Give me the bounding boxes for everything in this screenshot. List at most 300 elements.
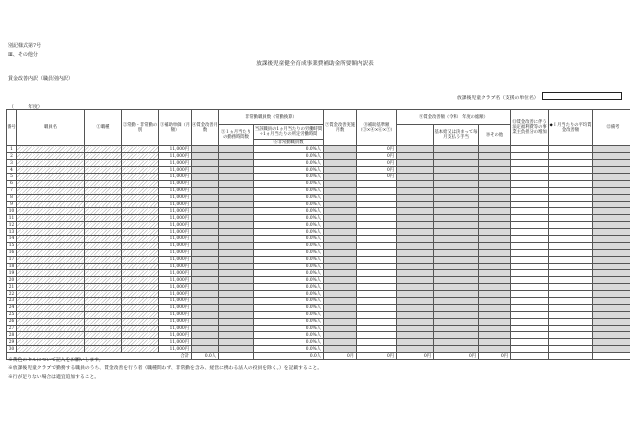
row-wage-blank[interactable]: [397, 180, 434, 187]
row-employer[interactable]: [511, 180, 549, 187]
row-wage-blank[interactable]: [397, 277, 434, 284]
row-type[interactable]: [122, 256, 159, 263]
row-wage-other[interactable]: [479, 325, 511, 332]
row-job[interactable]: [85, 173, 122, 180]
row-paid-months[interactable]: [324, 173, 357, 180]
row-employer[interactable]: [511, 249, 549, 256]
row-wage-other[interactable]: [479, 194, 511, 201]
row-wage-base[interactable]: [434, 194, 479, 201]
row-months[interactable]: [192, 291, 219, 298]
row-wage-blank[interactable]: [397, 229, 434, 236]
row-hours[interactable]: [219, 222, 254, 229]
row-remarks[interactable]: [593, 201, 630, 208]
row-name[interactable]: [17, 153, 85, 160]
row-wage-blank[interactable]: [397, 346, 434, 353]
row-wage-other[interactable]: [479, 339, 511, 346]
row-wage-blank[interactable]: [397, 311, 434, 318]
row-employer[interactable]: [511, 270, 549, 277]
row-job[interactable]: [85, 256, 122, 263]
row-base-monthly[interactable]: [549, 173, 593, 180]
row-name[interactable]: [17, 339, 85, 346]
row-name[interactable]: [17, 284, 85, 291]
row-type[interactable]: [122, 339, 159, 346]
row-months[interactable]: [192, 249, 219, 256]
row-base-monthly[interactable]: [549, 332, 593, 339]
row-name[interactable]: [17, 201, 85, 208]
row-employer[interactable]: [511, 215, 549, 222]
row-remarks[interactable]: [593, 180, 630, 187]
row-months[interactable]: [192, 339, 219, 346]
row-wage-other[interactable]: [479, 249, 511, 256]
row-wage-blank[interactable]: [397, 339, 434, 346]
row-job[interactable]: [85, 311, 122, 318]
row-wage-base[interactable]: [434, 339, 479, 346]
row-type[interactable]: [122, 263, 159, 270]
row-employer[interactable]: [511, 339, 549, 346]
row-employer[interactable]: [511, 325, 549, 332]
row-employer[interactable]: [511, 229, 549, 236]
row-hours[interactable]: [219, 284, 254, 291]
row-job[interactable]: [85, 277, 122, 284]
row-hours[interactable]: [219, 180, 254, 187]
row-wage-base[interactable]: [434, 160, 479, 167]
row-wage-other[interactable]: [479, 180, 511, 187]
row-name[interactable]: [17, 173, 85, 180]
row-wage-base[interactable]: [434, 235, 479, 242]
row-base-monthly[interactable]: [549, 167, 593, 174]
row-remarks[interactable]: [593, 160, 630, 167]
row-job[interactable]: [85, 201, 122, 208]
row-job[interactable]: [85, 215, 122, 222]
row-months[interactable]: [192, 297, 219, 304]
row-months[interactable]: [192, 153, 219, 160]
row-name[interactable]: [17, 297, 85, 304]
row-remarks[interactable]: [593, 153, 630, 160]
row-wage-blank[interactable]: [397, 256, 434, 263]
row-paid-months[interactable]: [324, 153, 357, 160]
row-type[interactable]: [122, 160, 159, 167]
row-paid-months[interactable]: [324, 235, 357, 242]
row-type[interactable]: [122, 325, 159, 332]
row-name[interactable]: [17, 146, 85, 153]
row-name[interactable]: [17, 291, 85, 298]
row-wage-other[interactable]: [479, 297, 511, 304]
row-type[interactable]: [122, 146, 159, 153]
row-job[interactable]: [85, 291, 122, 298]
row-wage-blank[interactable]: [397, 297, 434, 304]
row-name[interactable]: [17, 208, 85, 215]
row-name[interactable]: [17, 249, 85, 256]
row-months[interactable]: [192, 215, 219, 222]
row-name[interactable]: [17, 346, 85, 353]
row-base-monthly[interactable]: [549, 153, 593, 160]
row-wage-base[interactable]: [434, 187, 479, 194]
row-type[interactable]: [122, 229, 159, 236]
row-wage-blank[interactable]: [397, 173, 434, 180]
row-wage-base[interactable]: [434, 270, 479, 277]
row-wage-other[interactable]: [479, 291, 511, 298]
row-months[interactable]: [192, 201, 219, 208]
row-hours[interactable]: [219, 297, 254, 304]
row-name[interactable]: [17, 229, 85, 236]
row-employer[interactable]: [511, 284, 549, 291]
row-job[interactable]: [85, 146, 122, 153]
row-paid-months[interactable]: [324, 242, 357, 249]
row-wage-blank[interactable]: [397, 235, 434, 242]
row-type[interactable]: [122, 222, 159, 229]
row-hours[interactable]: [219, 263, 254, 270]
row-wage-base[interactable]: [434, 146, 479, 153]
row-months[interactable]: [192, 332, 219, 339]
row-months[interactable]: [192, 167, 219, 174]
row-remarks[interactable]: [593, 318, 630, 325]
row-job[interactable]: [85, 325, 122, 332]
row-job[interactable]: [85, 318, 122, 325]
row-base-monthly[interactable]: [549, 187, 593, 194]
row-wage-other[interactable]: [479, 311, 511, 318]
row-employer[interactable]: [511, 194, 549, 201]
row-months[interactable]: [192, 325, 219, 332]
row-wage-base[interactable]: [434, 318, 479, 325]
row-wage-base[interactable]: [434, 167, 479, 174]
row-paid-months[interactable]: [324, 215, 357, 222]
row-base-monthly[interactable]: [549, 235, 593, 242]
row-wage-blank[interactable]: [397, 187, 434, 194]
row-hours[interactable]: [219, 167, 254, 174]
row-wage-base[interactable]: [434, 242, 479, 249]
row-type[interactable]: [122, 215, 159, 222]
row-employer[interactable]: [511, 222, 549, 229]
row-type[interactable]: [122, 291, 159, 298]
row-name[interactable]: [17, 304, 85, 311]
row-employer[interactable]: [511, 173, 549, 180]
row-job[interactable]: [85, 284, 122, 291]
row-base-monthly[interactable]: [549, 208, 593, 215]
row-job[interactable]: [85, 346, 122, 353]
row-remarks[interactable]: [593, 167, 630, 174]
row-base-monthly[interactable]: [549, 291, 593, 298]
row-type[interactable]: [122, 242, 159, 249]
row-wage-blank[interactable]: [397, 194, 434, 201]
row-remarks[interactable]: [593, 235, 630, 242]
row-employer[interactable]: [511, 235, 549, 242]
row-paid-months[interactable]: [324, 311, 357, 318]
row-paid-months[interactable]: [324, 256, 357, 263]
row-job[interactable]: [85, 194, 122, 201]
row-type[interactable]: [122, 304, 159, 311]
row-name[interactable]: [17, 242, 85, 249]
row-job[interactable]: [85, 208, 122, 215]
row-wage-base[interactable]: [434, 215, 479, 222]
row-employer[interactable]: [511, 256, 549, 263]
row-wage-other[interactable]: [479, 277, 511, 284]
row-hours[interactable]: [219, 332, 254, 339]
row-wage-other[interactable]: [479, 146, 511, 153]
row-wage-other[interactable]: [479, 235, 511, 242]
row-paid-months[interactable]: [324, 318, 357, 325]
row-wage-base[interactable]: [434, 173, 479, 180]
row-type[interactable]: [122, 167, 159, 174]
row-paid-months[interactable]: [324, 180, 357, 187]
row-paid-months[interactable]: [324, 187, 357, 194]
row-type[interactable]: [122, 270, 159, 277]
row-name[interactable]: [17, 256, 85, 263]
row-base-monthly[interactable]: [549, 277, 593, 284]
row-wage-other[interactable]: [479, 318, 511, 325]
row-name[interactable]: [17, 235, 85, 242]
row-wage-blank[interactable]: [397, 242, 434, 249]
row-wage-other[interactable]: [479, 201, 511, 208]
row-months[interactable]: [192, 318, 219, 325]
row-months[interactable]: [192, 173, 219, 180]
row-wage-other[interactable]: [479, 332, 511, 339]
row-hours[interactable]: [219, 153, 254, 160]
row-type[interactable]: [122, 332, 159, 339]
row-employer[interactable]: [511, 297, 549, 304]
row-employer[interactable]: [511, 311, 549, 318]
row-wage-other[interactable]: [479, 160, 511, 167]
row-wage-blank[interactable]: [397, 167, 434, 174]
row-wage-blank[interactable]: [397, 270, 434, 277]
row-wage-other[interactable]: [479, 263, 511, 270]
row-wage-base[interactable]: [434, 208, 479, 215]
row-name[interactable]: [17, 277, 85, 284]
row-job[interactable]: [85, 270, 122, 277]
row-name[interactable]: [17, 194, 85, 201]
row-months[interactable]: [192, 146, 219, 153]
row-wage-base[interactable]: [434, 201, 479, 208]
row-paid-months[interactable]: [324, 339, 357, 346]
row-remarks[interactable]: [593, 325, 630, 332]
row-remarks[interactable]: [593, 311, 630, 318]
row-paid-months[interactable]: [324, 167, 357, 174]
row-months[interactable]: [192, 284, 219, 291]
row-base-monthly[interactable]: [549, 160, 593, 167]
row-remarks[interactable]: [593, 332, 630, 339]
row-months[interactable]: [192, 346, 219, 353]
row-wage-base[interactable]: [434, 304, 479, 311]
row-wage-other[interactable]: [479, 346, 511, 353]
row-paid-months[interactable]: [324, 332, 357, 339]
row-hours[interactable]: [219, 270, 254, 277]
row-type[interactable]: [122, 201, 159, 208]
row-wage-base[interactable]: [434, 229, 479, 236]
row-employer[interactable]: [511, 167, 549, 174]
row-hours[interactable]: [219, 146, 254, 153]
row-base-monthly[interactable]: [549, 201, 593, 208]
row-paid-months[interactable]: [324, 291, 357, 298]
row-name[interactable]: [17, 270, 85, 277]
row-paid-months[interactable]: [324, 263, 357, 270]
row-remarks[interactable]: [593, 249, 630, 256]
row-type[interactable]: [122, 180, 159, 187]
row-employer[interactable]: [511, 153, 549, 160]
row-hours[interactable]: [219, 311, 254, 318]
row-wage-base[interactable]: [434, 284, 479, 291]
row-type[interactable]: [122, 187, 159, 194]
row-wage-other[interactable]: [479, 208, 511, 215]
row-remarks[interactable]: [593, 194, 630, 201]
row-remarks[interactable]: [593, 339, 630, 346]
row-base-monthly[interactable]: [549, 297, 593, 304]
row-wage-blank[interactable]: [397, 160, 434, 167]
row-remarks[interactable]: [593, 187, 630, 194]
row-type[interactable]: [122, 194, 159, 201]
row-type[interactable]: [122, 173, 159, 180]
row-wage-blank[interactable]: [397, 146, 434, 153]
row-base-monthly[interactable]: [549, 325, 593, 332]
row-type[interactable]: [122, 346, 159, 353]
row-job[interactable]: [85, 242, 122, 249]
row-type[interactable]: [122, 208, 159, 215]
row-wage-other[interactable]: [479, 229, 511, 236]
row-name[interactable]: [17, 187, 85, 194]
row-wage-blank[interactable]: [397, 249, 434, 256]
row-paid-months[interactable]: [324, 325, 357, 332]
row-base-monthly[interactable]: [549, 222, 593, 229]
row-months[interactable]: [192, 208, 219, 215]
row-type[interactable]: [122, 153, 159, 160]
row-employer[interactable]: [511, 208, 549, 215]
row-wage-base[interactable]: [434, 346, 479, 353]
row-months[interactable]: [192, 235, 219, 242]
row-hours[interactable]: [219, 256, 254, 263]
row-job[interactable]: [85, 263, 122, 270]
row-employer[interactable]: [511, 263, 549, 270]
row-paid-months[interactable]: [324, 222, 357, 229]
row-base-monthly[interactable]: [549, 270, 593, 277]
row-months[interactable]: [192, 229, 219, 236]
row-wage-base[interactable]: [434, 291, 479, 298]
row-base-monthly[interactable]: [549, 256, 593, 263]
row-months[interactable]: [192, 277, 219, 284]
row-remarks[interactable]: [593, 284, 630, 291]
row-base-monthly[interactable]: [549, 311, 593, 318]
row-wage-blank[interactable]: [397, 222, 434, 229]
row-job[interactable]: [85, 297, 122, 304]
row-job[interactable]: [85, 180, 122, 187]
row-remarks[interactable]: [593, 263, 630, 270]
row-remarks[interactable]: [593, 229, 630, 236]
row-hours[interactable]: [219, 249, 254, 256]
row-wage-blank[interactable]: [397, 208, 434, 215]
row-remarks[interactable]: [593, 222, 630, 229]
row-months[interactable]: [192, 180, 219, 187]
row-employer[interactable]: [511, 318, 549, 325]
row-wage-base[interactable]: [434, 256, 479, 263]
row-job[interactable]: [85, 187, 122, 194]
row-months[interactable]: [192, 194, 219, 201]
row-hours[interactable]: [219, 194, 254, 201]
row-employer[interactable]: [511, 304, 549, 311]
row-remarks[interactable]: [593, 346, 630, 353]
row-hours[interactable]: [219, 215, 254, 222]
row-paid-months[interactable]: [324, 146, 357, 153]
row-wage-other[interactable]: [479, 187, 511, 194]
row-job[interactable]: [85, 153, 122, 160]
row-remarks[interactable]: [593, 291, 630, 298]
row-wage-other[interactable]: [479, 153, 511, 160]
row-type[interactable]: [122, 311, 159, 318]
row-wage-base[interactable]: [434, 153, 479, 160]
row-months[interactable]: [192, 263, 219, 270]
row-base-monthly[interactable]: [549, 146, 593, 153]
row-months[interactable]: [192, 270, 219, 277]
row-paid-months[interactable]: [324, 270, 357, 277]
row-months[interactable]: [192, 256, 219, 263]
row-type[interactable]: [122, 235, 159, 242]
row-hours[interactable]: [219, 229, 254, 236]
row-wage-other[interactable]: [479, 173, 511, 180]
row-employer[interactable]: [511, 291, 549, 298]
row-months[interactable]: [192, 311, 219, 318]
row-hours[interactable]: [219, 160, 254, 167]
row-wage-blank[interactable]: [397, 332, 434, 339]
row-wage-blank[interactable]: [397, 284, 434, 291]
row-name[interactable]: [17, 160, 85, 167]
row-remarks[interactable]: [593, 215, 630, 222]
row-hours[interactable]: [219, 318, 254, 325]
row-months[interactable]: [192, 160, 219, 167]
row-wage-base[interactable]: [434, 277, 479, 284]
row-remarks[interactable]: [593, 208, 630, 215]
row-wage-base[interactable]: [434, 263, 479, 270]
row-remarks[interactable]: [593, 270, 630, 277]
row-base-monthly[interactable]: [549, 194, 593, 201]
row-wage-blank[interactable]: [397, 215, 434, 222]
row-paid-months[interactable]: [324, 277, 357, 284]
row-name[interactable]: [17, 222, 85, 229]
row-wage-other[interactable]: [479, 270, 511, 277]
row-employer[interactable]: [511, 201, 549, 208]
row-employer[interactable]: [511, 160, 549, 167]
row-paid-months[interactable]: [324, 346, 357, 353]
row-paid-months[interactable]: [324, 194, 357, 201]
row-name[interactable]: [17, 215, 85, 222]
row-hours[interactable]: [219, 304, 254, 311]
row-employer[interactable]: [511, 146, 549, 153]
row-paid-months[interactable]: [324, 297, 357, 304]
row-paid-months[interactable]: [324, 201, 357, 208]
row-remarks[interactable]: [593, 256, 630, 263]
row-hours[interactable]: [219, 235, 254, 242]
row-base-monthly[interactable]: [549, 339, 593, 346]
row-wage-blank[interactable]: [397, 263, 434, 270]
row-job[interactable]: [85, 229, 122, 236]
row-base-monthly[interactable]: [549, 242, 593, 249]
row-wage-base[interactable]: [434, 297, 479, 304]
row-hours[interactable]: [219, 187, 254, 194]
row-hours[interactable]: [219, 291, 254, 298]
row-wage-other[interactable]: [479, 222, 511, 229]
row-name[interactable]: [17, 180, 85, 187]
row-job[interactable]: [85, 222, 122, 229]
row-type[interactable]: [122, 297, 159, 304]
row-wage-other[interactable]: [479, 242, 511, 249]
row-wage-base[interactable]: [434, 180, 479, 187]
row-hours[interactable]: [219, 339, 254, 346]
row-wage-blank[interactable]: [397, 318, 434, 325]
row-wage-blank[interactable]: [397, 291, 434, 298]
row-job[interactable]: [85, 304, 122, 311]
row-remarks[interactable]: [593, 146, 630, 153]
row-base-monthly[interactable]: [549, 304, 593, 311]
row-paid-months[interactable]: [324, 229, 357, 236]
row-wage-other[interactable]: [479, 284, 511, 291]
row-employer[interactable]: [511, 277, 549, 284]
row-paid-months[interactable]: [324, 284, 357, 291]
row-wage-other[interactable]: [479, 256, 511, 263]
